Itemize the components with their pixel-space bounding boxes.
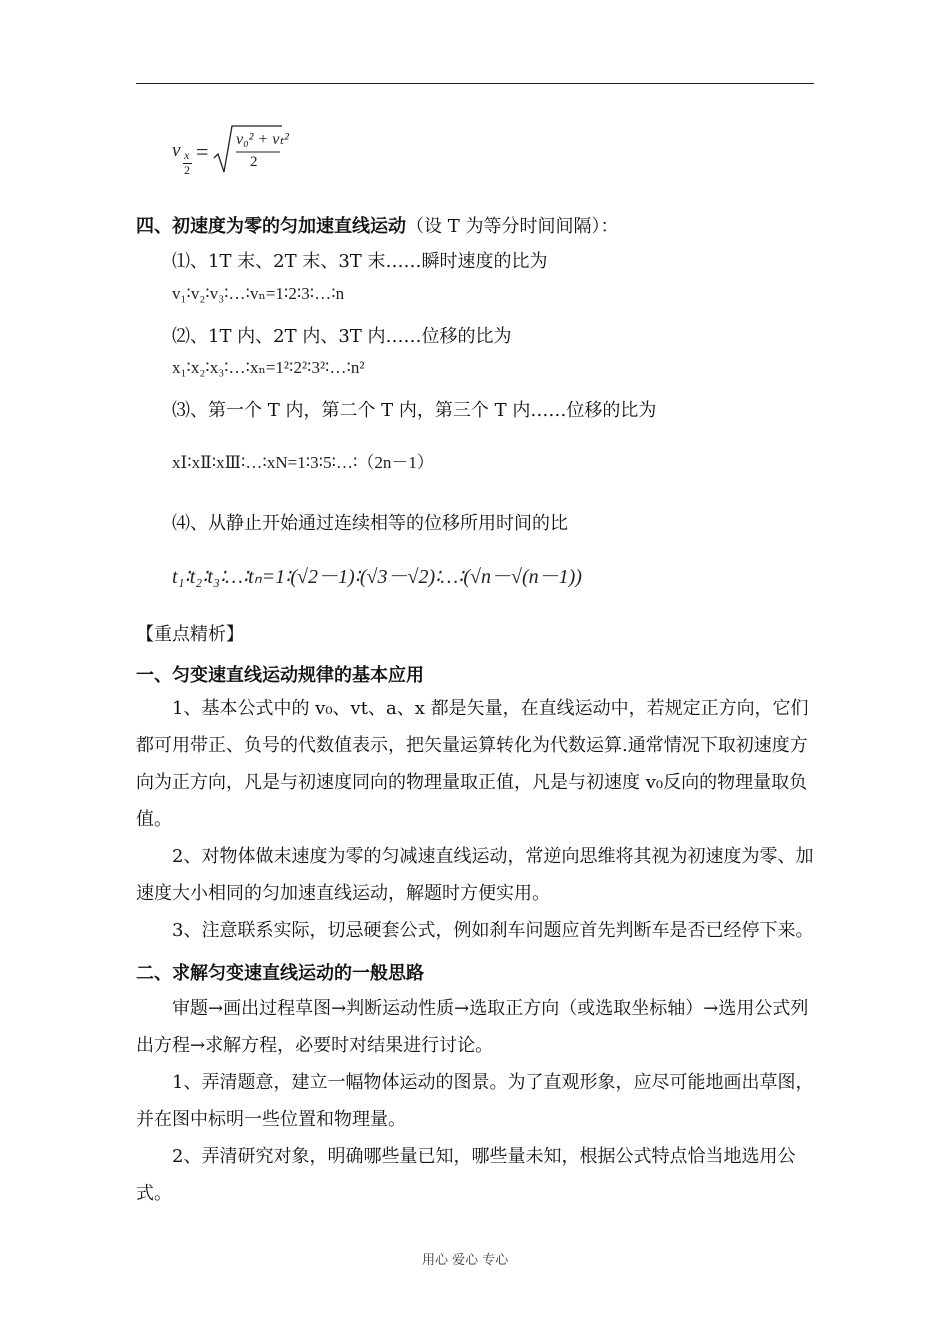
header-rule <box>136 83 814 84</box>
section4-title-bold: 四、初速度为零的匀加速直线运动 <box>136 216 406 237</box>
formula-lhs-v: v <box>172 140 181 161</box>
formula-lhs-sub-num: x <box>184 148 190 162</box>
section4-item1-label: ⑴、1T 末、2T 末、3T 末……瞬时速度的比为 <box>172 251 548 272</box>
formula-equals: = <box>196 139 209 164</box>
formula-lhs-sub-den: 2 <box>184 163 190 177</box>
part1-paragraph2: 2、对物体做末速度为零的匀减速直线运动，常逆向思维将其视为初速度为零、加速度大小相同的匀加速直线运动，解题时方便实用。 <box>136 846 814 904</box>
part2-paragraph3: 2、弄清研究对象，明确哪些量已知，哪些量未知，根据公式特点恰当地选用公式。 <box>136 1146 796 1204</box>
part2-title: 二、求解匀变速直线运动的一般思路 <box>136 963 424 984</box>
section4-item1-formula: v₁∶v₂∶v₃∶…∶vₙ=1∶2∶3∶…∶n <box>172 284 345 303</box>
section4-item4-label: ⑷、从静止开始通过连续相等的位移所用时间的比 <box>172 513 568 534</box>
formula-radicand-numerator: v₀² + vₜ² <box>236 131 289 148</box>
part1-paragraph3: 3、注意联系实际，切忌硬套公式，例如刹车问题应首先判断车是否已经停下来。 <box>172 920 814 941</box>
section4-item3-formula: xⅠ∶xⅡ∶xⅢ∶…∶xN=1∶3∶5∶…∶（2n－1） <box>172 453 434 472</box>
part2-paragraph1: 审题→画出过程草图→判断运动性质→选取正方向（或选取坐标轴）→选用公式列出方程→求解方程，必要时对结果进行讨论。 <box>136 998 809 1056</box>
section4-item2-formula: x₁∶x₂∶x₃∶…∶xₙ=1²∶2²∶3²∶…∶n² <box>172 358 365 377</box>
section4-title <box>136 212 618 238</box>
section4-item4-formula: t₁∶t₂∶t₃∶…∶tₙ=1∶(√2－1)∶(√3－√2)∶…∶(√n－√(n－1)) <box>172 566 582 588</box>
section4-item2-label: ⑵、1T 内、2T 内、3T 内……位移的比为 <box>172 326 512 347</box>
section4-item3-label: ⑶、第一个 T 内，第二个 T 内，第三个 T 内……位移的比为 <box>172 400 657 421</box>
part1-title: 一、匀变速直线运动规律的基本应用 <box>136 665 424 686</box>
part1-paragraph1: 1、基本公式中的 v₀、vt、a、x 都是矢量，在直线运动中，若规定正方向，它们都可用带正、负号的代数值表示，把矢量运算转化为代数运算.通常情况下取初速度方向为正方向，凡是与初速度同向的物理量取正值，凡是与初速度 v₀反向的物理量取负值。 <box>136 698 809 830</box>
page-footer: 用心 爱心 专心 <box>422 1253 509 1268</box>
key-points-heading: 【重点精析】 <box>136 624 244 645</box>
part2-paragraph2: 1、弄清题意，建立一幅物体运动的图景。为了直观形象，应尽可能地画出草图，并在图中标明一些位置和物理量。 <box>136 1072 814 1130</box>
formula-radicand-denominator: 2 <box>250 154 258 170</box>
section4-title-note: （设 T 为等分时间间隔）： <box>406 216 619 237</box>
